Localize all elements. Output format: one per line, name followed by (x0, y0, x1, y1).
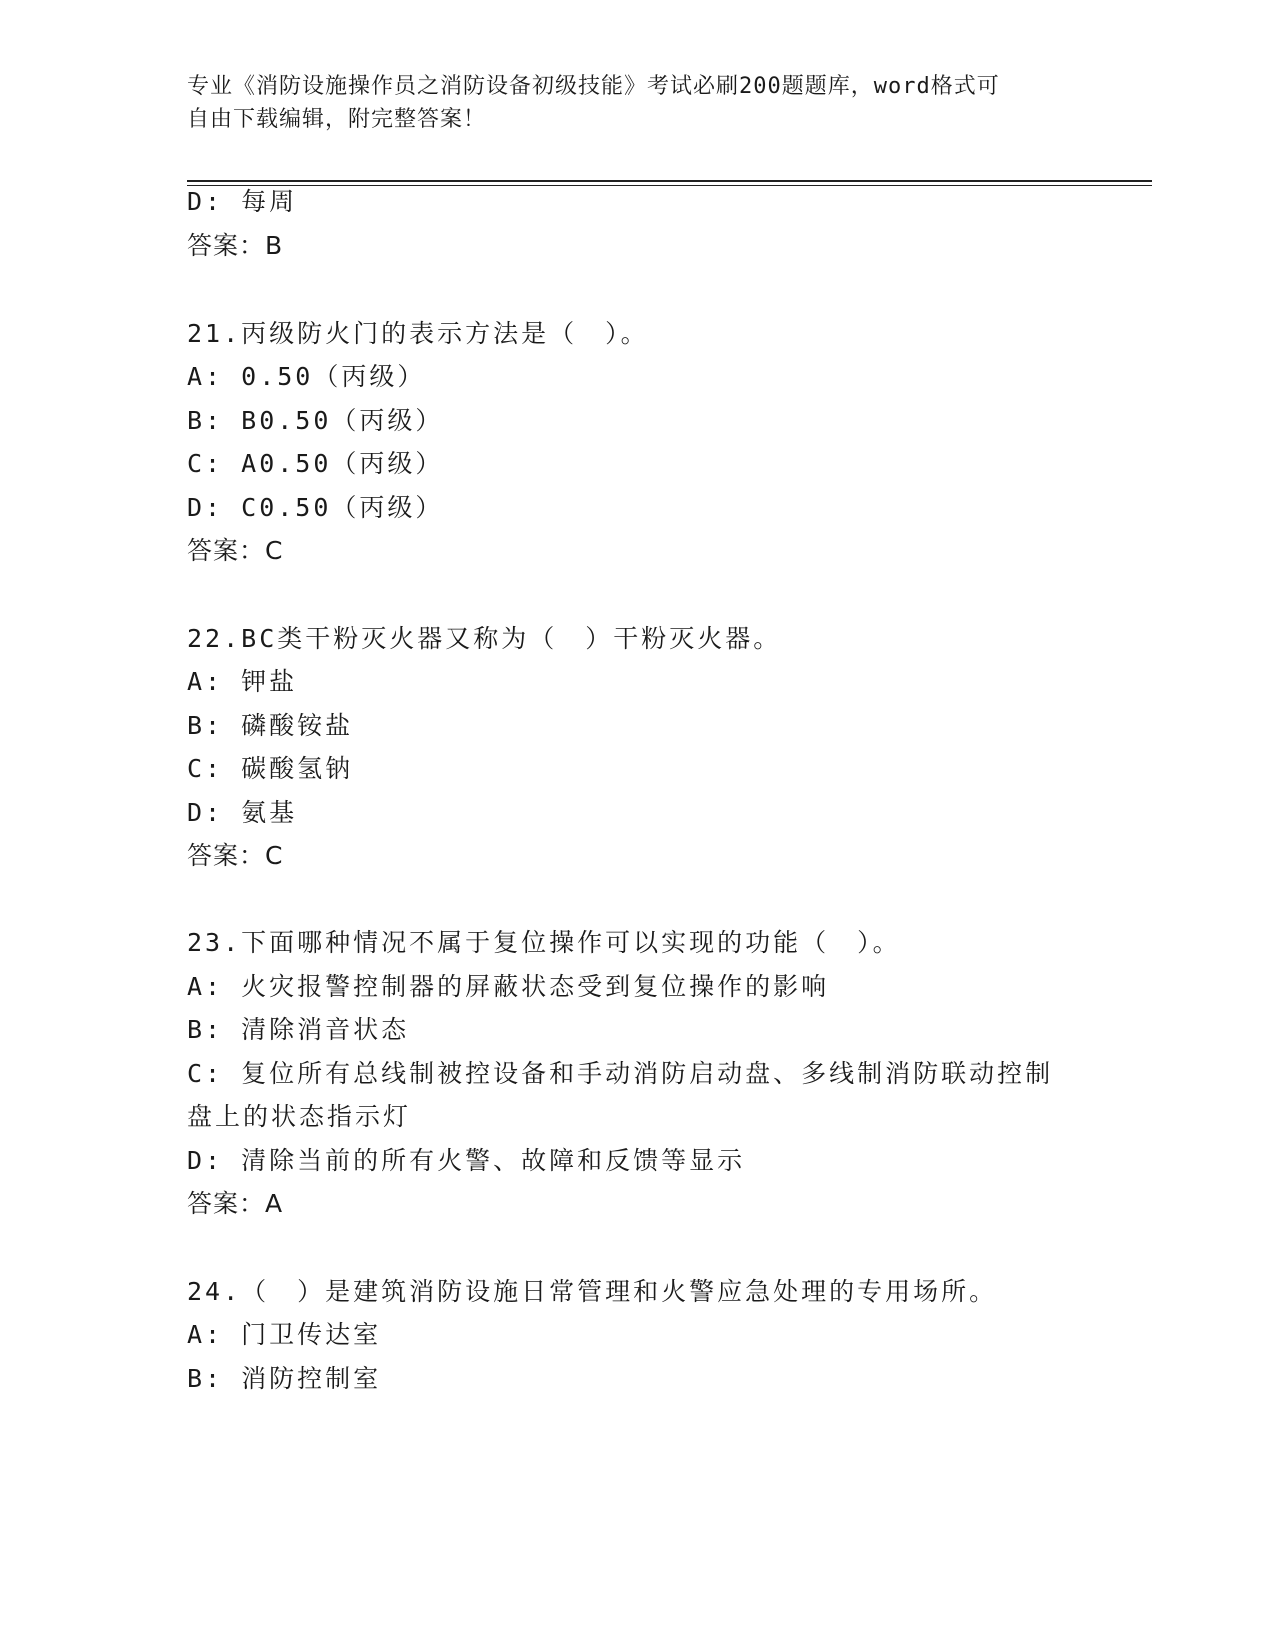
header-divider-thin (187, 185, 1152, 186)
option-b: B: 磷酸铵盐 (187, 711, 354, 740)
answer-line: 答案：B (187, 231, 284, 260)
option-a: A: 火灾报警控制器的屏蔽状态受到复位操作的影响 (187, 972, 830, 1001)
question-stem: 21.丙级防火门的表示方法是（ ）。 (187, 319, 649, 348)
option-c: C: 复位所有总线制被控设备和手动消防启动盘、多线制消防联动控制 (187, 1059, 1054, 1088)
option-c-continued: 盘上的状态指示灯 (187, 1102, 412, 1131)
option-d: D: 清除当前的所有火警、故障和反馈等显示 (187, 1146, 746, 1175)
option-c: C: 碳酸氢钠 (187, 754, 354, 783)
option-a: A: 门卫传达室 (187, 1320, 382, 1349)
option-d: D: C0.50（丙级） (187, 493, 444, 522)
document-header (187, 70, 1067, 136)
header-divider-thick (187, 180, 1152, 182)
question-stem: 22.BC类干粉灭火器又称为（ ）干粉灭火器。 (187, 624, 782, 653)
answer-line: 答案：A (187, 1189, 284, 1218)
option-c: C: A0.50（丙级） (187, 449, 444, 478)
option-a: A: 钾盐 (187, 667, 298, 696)
answer-line: 答案：C (187, 536, 284, 565)
header-line-1: 专业《消防设施操作员之消防设备初级技能》考试必刷200题题库，word格式可 (187, 74, 1000, 99)
option-d: D: 氨基 (187, 798, 298, 827)
option-d: D: 每周 (187, 187, 298, 216)
answer-line: 答案：C (187, 841, 284, 870)
option-b: B: 清除消音状态 (187, 1015, 410, 1044)
question-stem: 24.（ ）是建筑消防设施日常管理和火警应急处理的专用场所。 (187, 1277, 998, 1306)
option-b: B: B0.50（丙级） (187, 406, 444, 435)
question-stem: 23.下面哪种情况不属于复位操作可以实现的功能（ ）。 (187, 928, 901, 957)
option-b: B: 消防控制室 (187, 1364, 382, 1393)
option-a: A: 0.50（丙级） (187, 362, 426, 391)
header-line-2: 自由下载编辑，附完整答案！ (187, 107, 487, 132)
